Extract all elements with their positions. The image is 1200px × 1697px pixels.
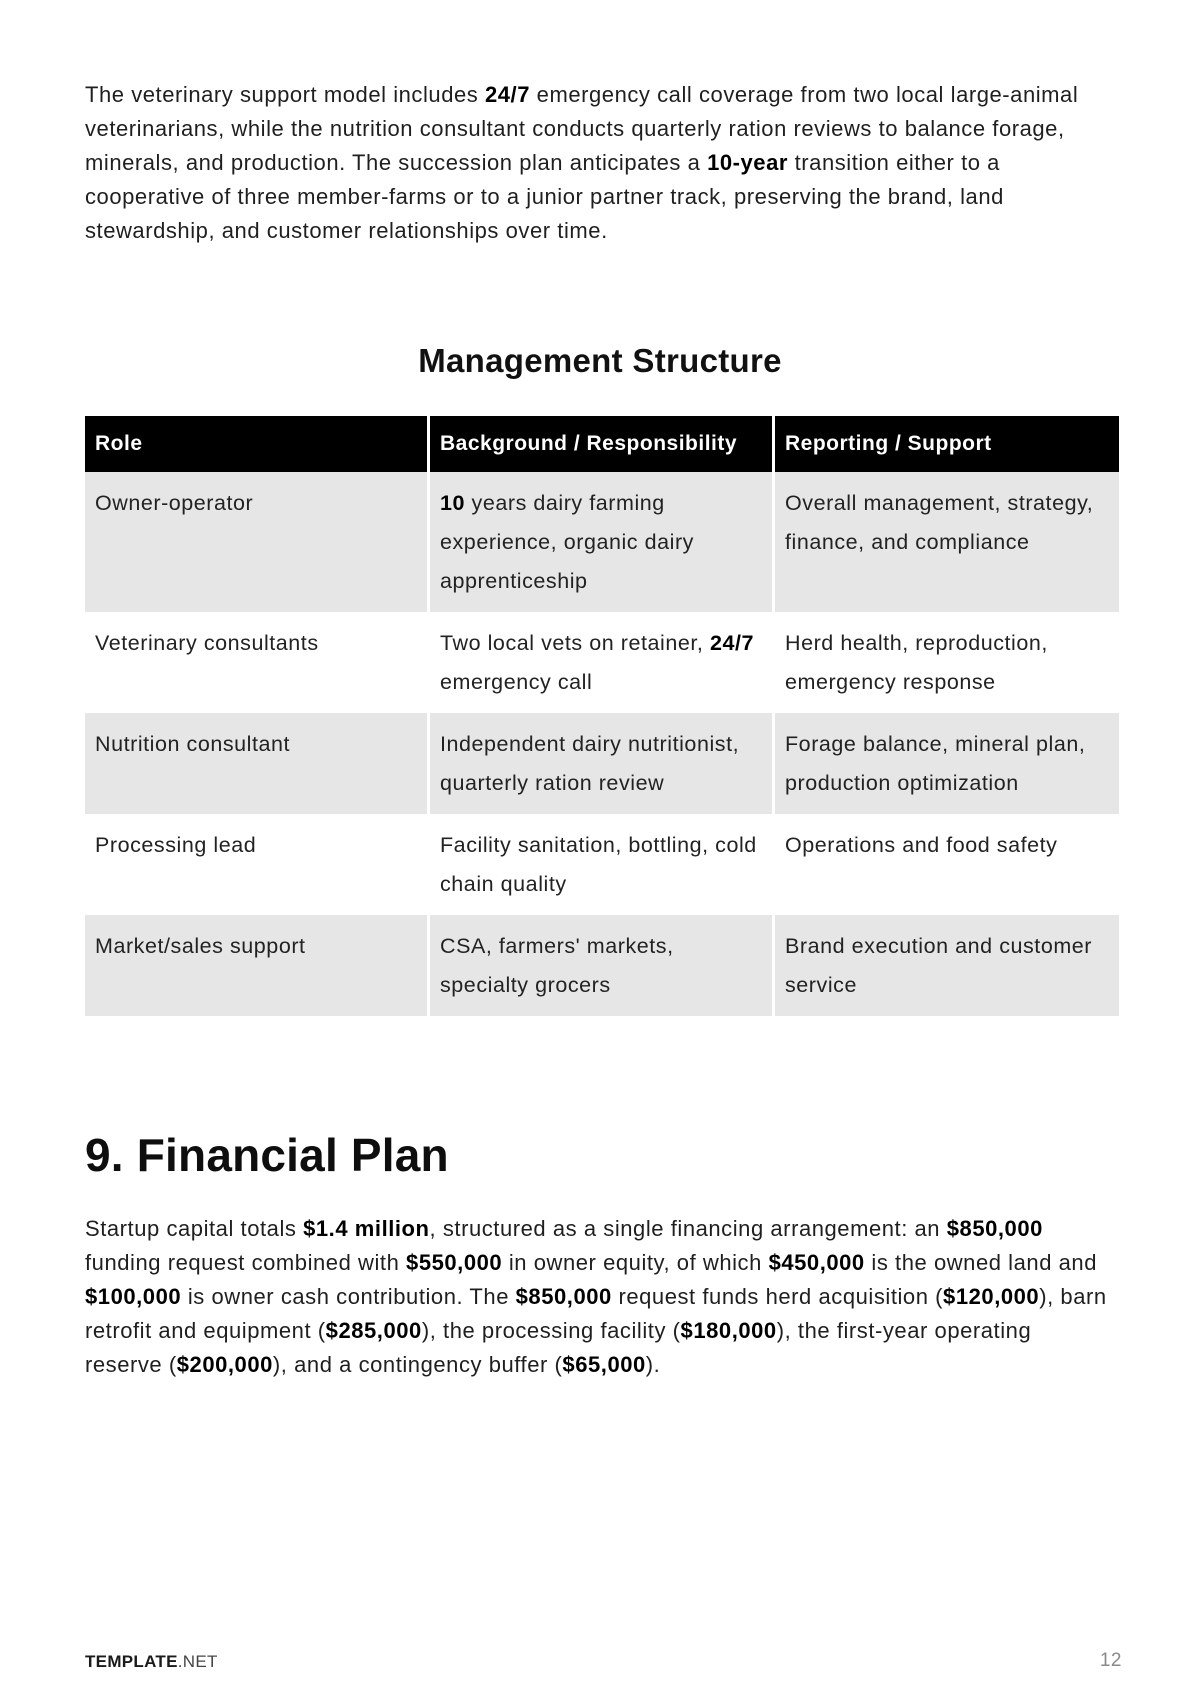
cell-reporting: Forage balance, mineral plan, production optimization <box>775 713 1119 814</box>
fin-bold-value: $65,000 <box>562 1352 646 1377</box>
fin-text: ), the processing facility ( <box>421 1318 681 1343</box>
intro-paragraph <box>85 78 1115 248</box>
cell-reporting: Overall management, strategy, finance, and compliance <box>775 472 1119 612</box>
cell-text-2: emergency call <box>440 670 593 694</box>
section-heading-financial-plan: 9. Financial Plan <box>85 1129 449 1181</box>
table-title: Management Structure <box>418 342 782 379</box>
cell-background: Independent dairy nutritionist, quarterly ration review <box>430 713 772 814</box>
fin-bold-value: $850,000 <box>515 1284 612 1309</box>
cell-bold-value: 10 <box>440 491 466 515</box>
column-header-reporting: Reporting / Support <box>775 416 1119 472</box>
footer-brand-logo <box>85 1652 218 1672</box>
column-header-role: Role <box>85 416 427 472</box>
table-row <box>85 915 1119 1016</box>
cell-background <box>430 612 772 713</box>
cell-reporting: Herd health, reproduction, emergency response <box>775 612 1119 713</box>
table-row <box>85 612 1119 713</box>
fin-bold-value: $100,000 <box>85 1284 182 1309</box>
fin-bold-value: $285,000 <box>325 1318 422 1343</box>
page-number: 12 <box>1099 1650 1122 1671</box>
table-row <box>85 472 1119 612</box>
fin-text: is the owned land and <box>864 1250 1097 1275</box>
cell-background <box>430 472 772 612</box>
table-row <box>85 713 1119 814</box>
cell-text: Two local vets on retainer, <box>440 631 710 655</box>
intro-text-2: emergency call coverage from two local large-animal veterinarians, while the nutrition consultant conducts quarterly ration reviews to balance forage, minerals, and production. The succession plan anticipates a <box>85 82 1079 175</box>
cell-background: Facility sanitation, bottling, cold chain quality <box>430 814 772 915</box>
brand-strong: TEMPLATE <box>85 1652 178 1671</box>
intro-bold-247: 24/7 <box>484 82 531 107</box>
fin-text: ), and a contingency buffer ( <box>272 1352 563 1377</box>
cell-role: Owner-operator <box>85 472 427 612</box>
cell-reporting: Brand execution and customer service <box>775 915 1119 1016</box>
cell-background: CSA, farmers' markets, specialty grocers <box>430 915 772 1016</box>
fin-text: is owner cash contribution. The <box>181 1284 516 1309</box>
fin-bold-value: $450,000 <box>768 1250 865 1275</box>
fin-text: ). <box>645 1352 661 1377</box>
cell-text: years dairy farming experience, organic dairy apprenticeship <box>440 491 694 593</box>
cell-reporting: Operations and food safety <box>775 814 1119 915</box>
fin-text: Startup capital totals <box>85 1216 304 1241</box>
cell-bold-value: 24/7 <box>709 631 754 655</box>
cell-role: Market/sales support <box>85 915 427 1016</box>
table-row <box>85 814 1119 915</box>
fin-bold-value: $180,000 <box>680 1318 777 1343</box>
fin-bold-value: $550,000 <box>406 1250 503 1275</box>
fin-bold-value: $200,000 <box>176 1352 273 1377</box>
fin-text: request funds herd acquisition ( <box>611 1284 944 1309</box>
brand-light: .NET <box>177 1652 218 1671</box>
cell-role: Processing lead <box>85 814 427 915</box>
fin-text: ), barn retrofit and equipment ( <box>85 1284 1107 1343</box>
cell-role: Nutrition consultant <box>85 713 427 814</box>
table-header-row <box>85 416 1119 472</box>
intro-text-3: transition either to a cooperative of three member-farms or to a junior partner track, preserving the brand, land stewardship, and customer relationships over time. <box>85 150 1004 243</box>
fin-bold-value: $1.4 million <box>303 1216 430 1241</box>
column-header-background: Background / Responsibility <box>430 416 772 472</box>
fin-bold-value: $120,000 <box>943 1284 1040 1309</box>
fin-bold-value: $850,000 <box>946 1216 1043 1241</box>
cell-role: Veterinary consultants <box>85 612 427 713</box>
financial-paragraph <box>85 1212 1115 1382</box>
intro-bold-10-year: 10-year <box>707 150 788 175</box>
fin-text: funding request combined with <box>85 1250 407 1275</box>
fin-text: , structured as a single financing arrangement: an <box>429 1216 947 1241</box>
fin-text: in owner equity, of which <box>502 1250 769 1275</box>
fin-text: ), the first-year operating reserve ( <box>85 1318 1032 1377</box>
management-structure-table <box>82 416 1122 1016</box>
intro-text-1: The veterinary support model includes <box>85 82 485 107</box>
